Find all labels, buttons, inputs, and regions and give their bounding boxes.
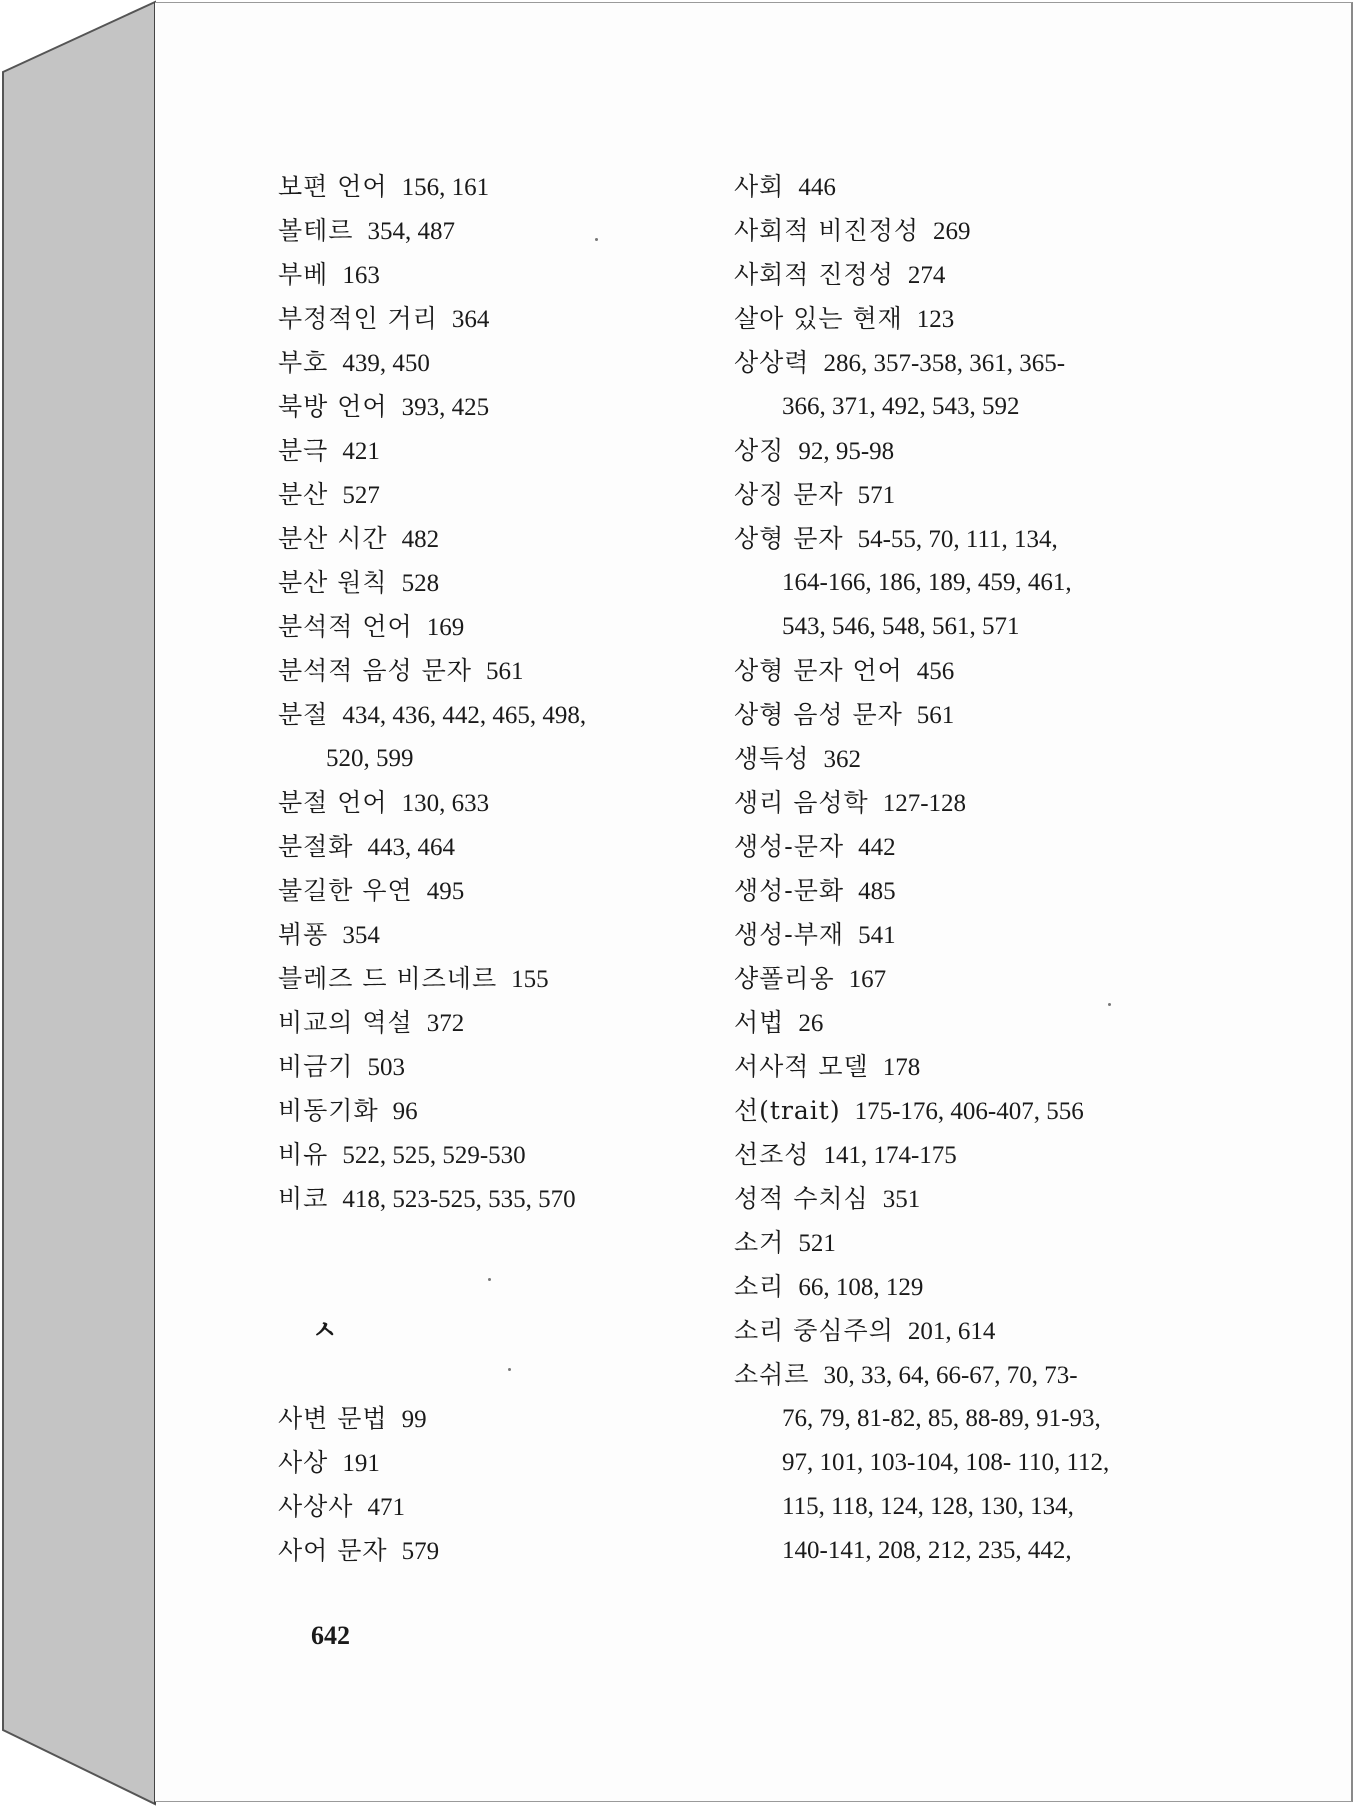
index-entry — [278, 781, 698, 825]
index-entry — [734, 297, 1154, 341]
index-pages: 155 — [511, 966, 549, 993]
index-term: 서사적 모델 — [734, 1052, 869, 1081]
index-pages: 482 — [401, 526, 440, 553]
index-pages-continued: 164-166, 186, 189, 459, 461, — [782, 569, 1072, 596]
index-pages-continued: 97, 101, 103-104, 108- 110, 112, — [782, 1449, 1110, 1476]
index-term: 소거 — [734, 1228, 785, 1257]
right-column — [734, 165, 1154, 1573]
index-pages-continued: 115, 118, 124, 128, 130, 134, — [782, 1493, 1074, 1520]
index-term: 소리 중심주의 — [734, 1316, 894, 1345]
index-entry — [278, 165, 698, 209]
index-term: 비코 — [278, 1184, 329, 1213]
index-pages: 561 — [916, 702, 955, 729]
index-term: 비교의 역설 — [278, 1008, 413, 1037]
speck — [595, 238, 598, 241]
index-term: 소리 — [734, 1272, 785, 1301]
index-entry — [734, 869, 1154, 913]
index-pages: 434, 436, 442, 465, 498, — [342, 702, 587, 729]
index-pages: 99 — [401, 1406, 427, 1433]
index-term: 분절 — [278, 700, 329, 729]
index-entry — [734, 649, 1154, 693]
book-spine — [0, 0, 160, 1806]
index-term: 상징 문자 — [734, 480, 844, 509]
index-entry — [278, 825, 698, 869]
index-pages: 456 — [916, 658, 955, 685]
index-entry — [278, 517, 698, 561]
index-pages: 446 — [798, 174, 836, 201]
index-entry — [734, 737, 1154, 781]
index-term: 사회적 비진정성 — [734, 216, 919, 245]
index-entry — [734, 1045, 1154, 1089]
index-entry — [734, 517, 1154, 561]
index-term: 상징 — [734, 436, 785, 465]
index-term: 사상 — [278, 1448, 329, 1477]
index-pages: 495 — [426, 878, 465, 905]
index-term: 서법 — [734, 1008, 785, 1037]
index-pages: 372 — [426, 1010, 465, 1037]
index-term: 생득성 — [734, 744, 810, 773]
index-entry — [278, 1001, 698, 1045]
index-entry — [734, 825, 1154, 869]
index-term: 비동기화 — [278, 1096, 379, 1125]
index-entry — [278, 605, 698, 649]
index-term: 소쉬르 — [734, 1360, 810, 1389]
page-number: 642 — [311, 1621, 350, 1650]
index-entry — [278, 561, 698, 605]
index-entry — [278, 297, 698, 341]
index-pages: 351 — [882, 1186, 921, 1213]
index-pages: 485 — [858, 878, 896, 905]
index-term: 분산 — [278, 480, 329, 509]
index-term: 분산 시간 — [278, 524, 388, 553]
index-term: 북방 언어 — [278, 392, 388, 421]
speck — [1108, 1003, 1111, 1006]
index-entry — [278, 253, 698, 297]
index-page — [155, 2, 1353, 1802]
index-pages: 175-176, 406-407, 556 — [854, 1098, 1084, 1125]
index-pages: 362 — [823, 746, 861, 773]
index-pages-continued: 76, 79, 81-82, 85, 88-89, 91-93, — [782, 1405, 1101, 1432]
index-pages: 528 — [401, 570, 440, 597]
section-gap — [278, 1221, 698, 1309]
index-entry — [278, 1177, 698, 1221]
index-pages: 471 — [367, 1494, 405, 1521]
index-term: 분절 언어 — [278, 788, 388, 817]
index-term: 분석적 언어 — [278, 612, 413, 641]
index-term: 상형 문자 언어 — [734, 656, 903, 685]
index-pages: 54-55, 70, 111, 134, — [857, 526, 1058, 553]
index-entry — [278, 1529, 698, 1573]
index-term: 블레즈 드 비즈네르 — [278, 964, 498, 993]
index-pages: 364 — [451, 306, 490, 333]
index-term: 선조성 — [734, 1140, 810, 1169]
index-term: 뷔퐁 — [278, 920, 329, 949]
index-pages: 130, 633 — [401, 790, 490, 817]
index-entry — [734, 429, 1154, 473]
index-entry — [278, 341, 698, 385]
speck — [488, 1278, 491, 1281]
index-entry — [278, 1133, 698, 1177]
index-pages: 26 — [798, 1010, 824, 1037]
index-pages: 443, 464 — [367, 834, 455, 861]
index-pages: 418, 523-525, 535, 570 — [342, 1186, 576, 1213]
index-term: 부베 — [278, 260, 329, 289]
index-entry — [734, 1265, 1154, 1309]
index-pages: 579 — [401, 1538, 440, 1565]
index-pages: 30, 33, 64, 66-67, 70, 73- — [823, 1362, 1078, 1389]
index-term: 비금기 — [278, 1052, 354, 1081]
left-column — [278, 165, 698, 1573]
index-entry — [734, 209, 1154, 253]
index-term: 상형 음성 문자 — [734, 700, 903, 729]
index-entry — [278, 913, 698, 957]
index-term: 사회 — [734, 172, 785, 201]
index-pages: 286, 357-358, 361, 365- — [823, 350, 1066, 377]
index-pages: 274 — [907, 262, 946, 289]
index-entry — [734, 341, 1154, 385]
index-entry — [278, 693, 698, 737]
index-term: 상형 문자 — [734, 524, 844, 553]
index-term: 생성-문화 — [734, 876, 845, 905]
index-pages-continued: 520, 599 — [326, 745, 414, 772]
index-entry — [734, 693, 1154, 737]
index-term: 분절화 — [278, 832, 354, 861]
index-entry — [734, 913, 1154, 957]
index-entry — [734, 253, 1154, 297]
index-pages-continued: 366, 371, 492, 543, 592 — [782, 393, 1020, 420]
index-term: 부호 — [278, 348, 329, 377]
index-term: 생성-문자 — [734, 832, 845, 861]
index-entry — [278, 957, 698, 1001]
index-pages: 521 — [798, 1230, 836, 1257]
index-entry — [734, 1353, 1154, 1397]
index-entry — [278, 209, 698, 253]
index-entry — [734, 165, 1154, 209]
index-term: 분극 — [278, 436, 329, 465]
index-term: 사어 문자 — [278, 1536, 388, 1565]
section-heading: ㅅ — [312, 1316, 338, 1346]
index-pages: 191 — [342, 1450, 380, 1477]
index-term: 사상사 — [278, 1492, 354, 1521]
index-pages-continued: 140-141, 208, 212, 235, 442, — [782, 1537, 1072, 1564]
index-pages: 522, 525, 529-530 — [342, 1142, 526, 1169]
index-term: 사회적 진정성 — [734, 260, 894, 289]
index-term: 볼테르 — [278, 216, 354, 245]
index-entry — [734, 1133, 1154, 1177]
index-entry — [278, 1441, 698, 1485]
index-pages: 123 — [916, 306, 955, 333]
index-pages: 393, 425 — [401, 394, 490, 421]
section-gap — [278, 1353, 698, 1397]
index-term: 생성-부재 — [734, 920, 845, 949]
index-term: 분석적 음성 문자 — [278, 656, 472, 685]
index-pages: 92, 95-98 — [798, 438, 895, 465]
index-pages: 163 — [342, 262, 380, 289]
index-pages: 201, 614 — [907, 1318, 996, 1345]
speck — [508, 1368, 511, 1371]
index-entry — [734, 1001, 1154, 1045]
index-entry — [734, 1089, 1154, 1133]
index-term: 사변 문법 — [278, 1404, 388, 1433]
index-pages: 127-128 — [882, 790, 967, 817]
index-pages: 421 — [342, 438, 380, 465]
index-entry — [278, 1089, 698, 1133]
index-pages: 354, 487 — [367, 218, 455, 245]
index-term: 생리 음성학 — [734, 788, 869, 817]
index-term: 불길한 우연 — [278, 876, 413, 905]
index-term: 상상력 — [734, 348, 810, 377]
index-entry — [278, 1485, 698, 1529]
index-entry — [734, 1177, 1154, 1221]
index-pages: 269 — [933, 218, 971, 245]
index-term: 부정적인 거리 — [278, 304, 438, 333]
index-term: 살아 있는 현재 — [734, 304, 903, 333]
index-pages: 503 — [367, 1054, 405, 1081]
index-pages: 527 — [342, 482, 380, 509]
index-pages-continued: 543, 546, 548, 561, 571 — [782, 613, 1020, 640]
index-term: 선(trait) — [734, 1096, 841, 1125]
index-entry — [278, 429, 698, 473]
index-entry — [734, 781, 1154, 825]
index-pages: 169 — [426, 614, 465, 641]
index-pages: 141, 174-175 — [823, 1142, 957, 1169]
index-pages: 561 — [485, 658, 524, 685]
index-entry — [734, 1221, 1154, 1265]
index-pages: 167 — [848, 966, 887, 993]
index-term: 비유 — [278, 1140, 329, 1169]
index-entry — [278, 1397, 698, 1441]
index-entry — [734, 473, 1154, 517]
index-term: 분산 원칙 — [278, 568, 388, 597]
index-entry — [278, 649, 698, 693]
index-pages: 442 — [858, 834, 896, 861]
index-entry — [734, 1309, 1154, 1353]
index-entry — [278, 1045, 698, 1089]
index-entry — [278, 473, 698, 517]
index-entry — [278, 385, 698, 429]
index-term: 성적 수치심 — [734, 1184, 869, 1213]
index-pages: 178 — [882, 1054, 921, 1081]
index-pages: 354 — [342, 922, 380, 949]
index-pages: 541 — [858, 922, 896, 949]
index-term: 샹폴리옹 — [734, 964, 835, 993]
index-entry — [734, 957, 1154, 1001]
index-pages: 96 — [392, 1098, 418, 1125]
index-entry — [278, 869, 698, 913]
index-pages: 571 — [857, 482, 896, 509]
index-pages: 66, 108, 129 — [798, 1274, 924, 1301]
index-pages: 439, 450 — [342, 350, 430, 377]
index-term: 보편 언어 — [278, 172, 388, 201]
index-pages: 156, 161 — [401, 174, 490, 201]
